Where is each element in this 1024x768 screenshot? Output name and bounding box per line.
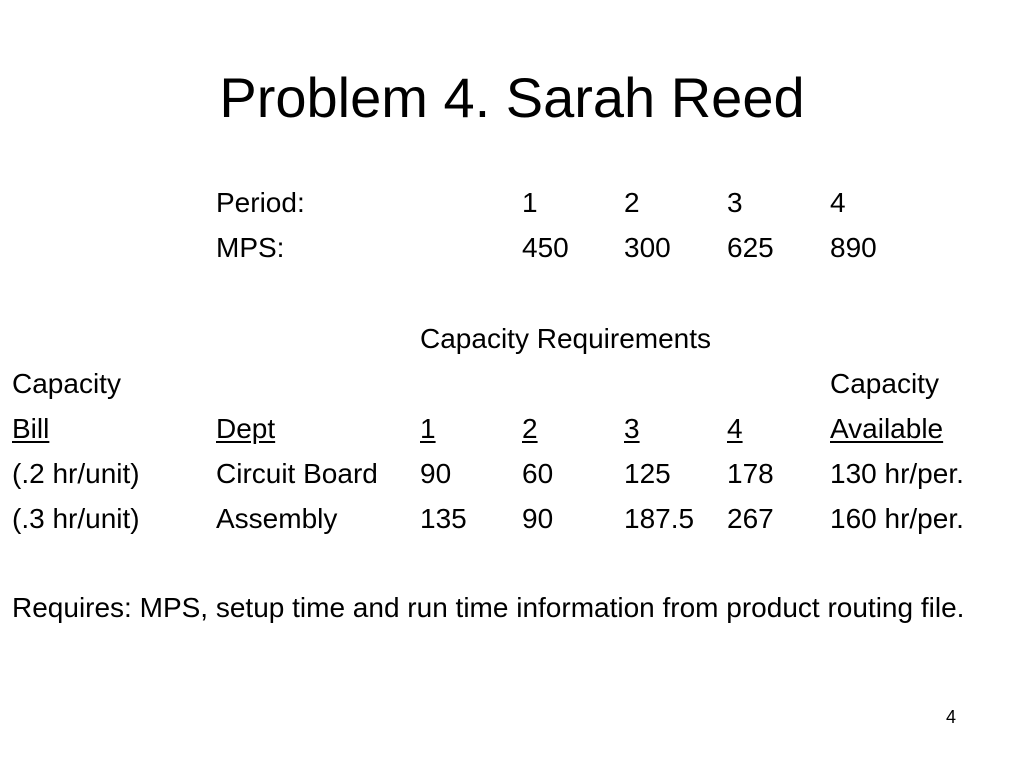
row-period-1: 90 — [420, 458, 452, 489]
row-period-4: 178 — [727, 458, 774, 489]
capacity-requirements-caption: Capacity Requirements — [420, 323, 712, 354]
mps-4: 890 — [830, 232, 877, 263]
header-capacity-right: Capacity — [830, 368, 939, 399]
column-header-available: Available — [830, 413, 944, 444]
row-available: 160 hr/per. — [830, 503, 964, 534]
row-period-3: 187.5 — [624, 503, 695, 534]
slide-number: 4 — [946, 707, 957, 727]
row-period-4: 267 — [727, 503, 774, 534]
requirements-note: Requires: MPS, setup time and run time information from product routing file. — [12, 592, 965, 623]
column-header-bill: Bill — [12, 413, 50, 444]
row-bill: (.2 hr/unit) — [12, 458, 140, 489]
period-1: 1 — [522, 187, 538, 218]
header-capacity-left: Capacity — [12, 368, 121, 399]
mps-2: 300 — [624, 232, 671, 263]
row-period-2: 60 — [522, 458, 554, 489]
column-header-2: 2 — [522, 413, 538, 444]
column-header-1: 1 — [420, 413, 436, 444]
period-2: 2 — [624, 187, 640, 218]
column-header-dept: Dept — [216, 413, 276, 444]
slide-title: Problem 4. Sarah Reed — [219, 66, 805, 129]
column-header-3: 3 — [624, 413, 640, 444]
row-period-2: 90 — [522, 503, 554, 534]
mps-label: MPS: — [216, 232, 285, 263]
row-bill: (.3 hr/unit) — [12, 503, 140, 534]
row-available: 130 hr/per. — [830, 458, 964, 489]
row-period-3: 125 — [624, 458, 671, 489]
period-4: 4 — [830, 187, 846, 218]
mps-3: 625 — [727, 232, 774, 263]
row-period-1: 135 — [420, 503, 467, 534]
period-label: Period: — [216, 187, 305, 218]
mps-1: 450 — [522, 232, 569, 263]
row-dept: Circuit Board — [216, 458, 378, 489]
period-3: 3 — [727, 187, 743, 218]
row-dept: Assembly — [216, 503, 338, 534]
column-header-4: 4 — [727, 413, 743, 444]
